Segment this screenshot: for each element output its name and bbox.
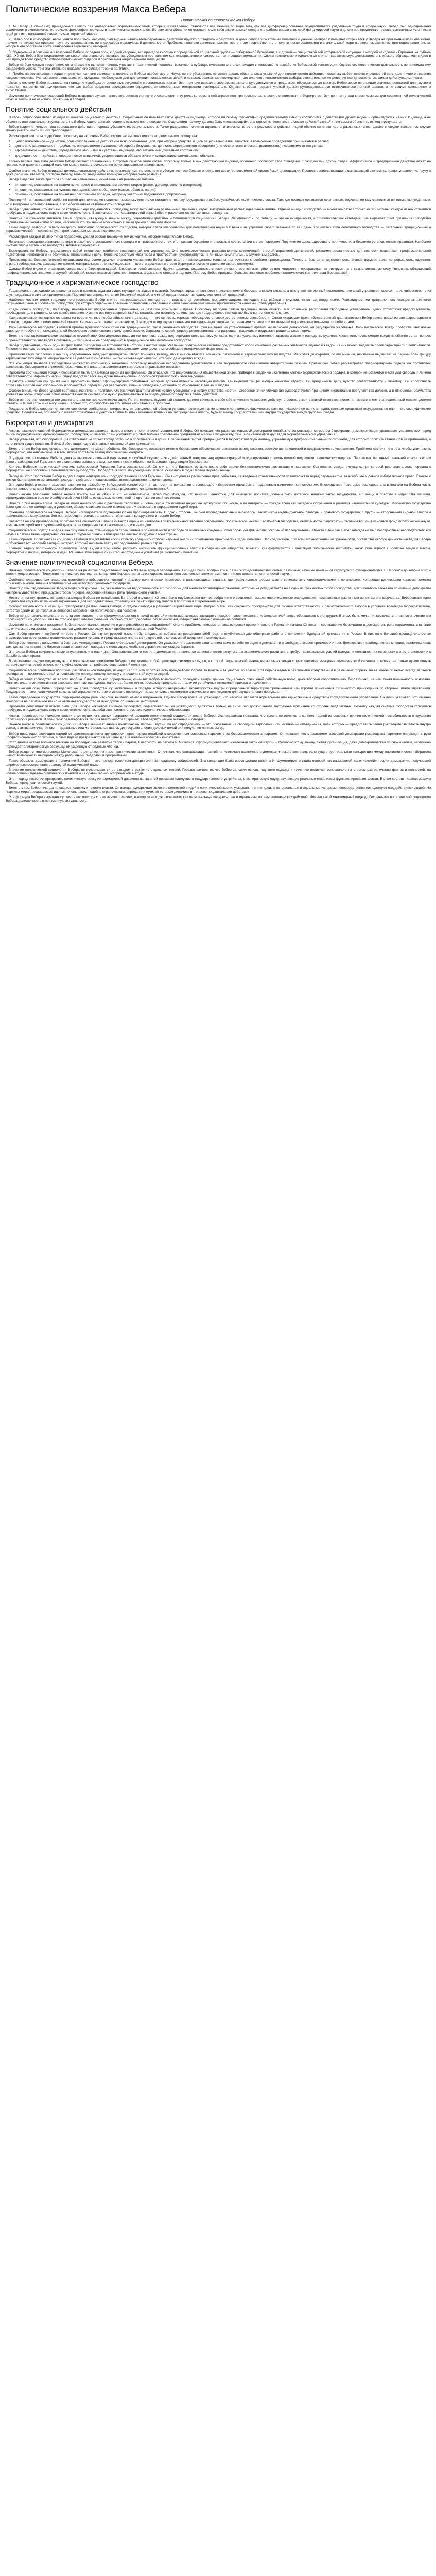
section-paragraphs bbox=[6, 198, 431, 275]
paragraph: 3. Содержание политических воззрений Вебера определялось, с одной стороны, его принадлежностью к определенной социальной группе — либеральной буржуазии, а с другой — спецификой той исторической ситуации, в которой находилась Германия на рубеже XIX—XX вв. Вебер был сторонником сильного национального государства, убежденным противником как консервативного юнкерства, так и социал-демократии. Своим политическим идеалом он считал парламентскую демократию английского образца, хотя видел в ней прежде всего средство отбора политических лидеров и обеспечения национального могущества. bbox=[6, 50, 431, 62]
paragraph: Традиционное господство основано на вере в святость издавна существующих порядков и властей. Господин здесь не является «начальником» в бюрократическом смысле, а выступает как личный повелитель; его штаб управления состоит не из чиновников, а из слуг, подданных и личных приверженцев. Подчинение определяется не безличной нормой, а личной преданностью господину, освященной традицией. bbox=[6, 289, 431, 297]
paragraph: Эту функцию, по мнению Вебера, должен выполнять сильный парламент, способный осуществлять действенный контроль над администрацией и одновременно служить школой подготовки политических лидеров. Парламент, лишенный реальной власти, как это было в кайзеровской Германии, не в состоянии выдвинуть крупных политиков и обречен на бессилие перед лицом бюрократии. bbox=[6, 456, 431, 464]
page-title: Политические воззрения Макса Вебера bbox=[6, 4, 186, 15]
paragraph: Вместе с тем Вебер никогда не сводил политику к технике власти. Он всегда подчеркивал значение ценностей и идей в политической жизни, указывая, что «не идеи, а материальные и идеальные интересы непосредственно господствуют над действиями людей. Но “картины мира”, создаваемые идеями, очень часто, подобно стрелочникам, определяли пути, по которым динамика интересов продвигала эти действия». bbox=[6, 786, 431, 794]
paragraph: Такой подход позволил Веберу построить типологию политического господства, которая стала классической для политической науки XX века и не утратила своего значения по сей день. Три чистых типа легитимного господства — легальный, традиционный и харизматический — соответствуют трем основным мотивам подчинения. bbox=[6, 226, 431, 233]
paragraph: Вебер не дал окончательного ответа на этот вопрос, но он сформулировал его с такой остротой и ясностью, которые заставляют каждое новое поколение исследователей вновь обращаться к его трудам. В этом, быть может, и заключается главное значение его политической социологии: она не столько дает готовые решения, сколько ставит проблемы, без осмысления которых невозможно понимание политики. bbox=[6, 614, 431, 622]
paragraph: Таким образом, демократия в понимании Вебера — это прежде всего конкуренция элит за поддержку избирателей. Эта концепция была впоследствии развита Й. Шумпетером и стала основой так называемой «элитистской» теории демократии, получившей широкое распространение в западной политической науке. bbox=[6, 759, 431, 767]
paragraph: Особенно плодотворным оказалось применение веберовских понятий к анализу политических процессов в развивающихся странах, где традиционные формы власти сочетаются с харизматическими и легальными. Концепция рутинизации харизмы помогла объяснить многие явления политической жизни постколониальных государств. bbox=[6, 578, 431, 585]
list-item-number: 4. bbox=[9, 154, 12, 158]
paragraph: Эти идеи Вебера оказали заметное влияние на разработку Веймарской конституции, в частности на положения о всенародно избираемом президенте, наделенном широкими полномочиями. Впоследствии некоторые исследователи возлагали на Вебера часть ответственности за крах Веймарской республики, однако такая оценка представляется односторонней. bbox=[6, 483, 431, 491]
bullet-icon bbox=[9, 183, 10, 187]
paragraph: Вебер сомневался в возможности быстрого утверждения в России либеральной демократии. Он указывал, что развитие капитализма само по себе не ведет к демократии и свободе, а скорее противоречит им. Демократия и свобода, по его мнению, возможны лишь там, где за них постоянно борется решительная воля народа, не желающего, чтобы им управляли как стадом баранов. bbox=[6, 641, 431, 649]
paragraph: Вебер проследил эволюцию партий от аристократических группировок через партии нотаблей к современным массовым партиям с их бюрократическим аппаратом. Он показал, что с развитием массовой демократии руководство партиями переходит в руки профессиональных политиков, а сами партии превращаются в машины для завоевания голосов избирателей. bbox=[6, 732, 431, 740]
paragraph: Важное место в политической социологии Вебера занимает анализ политических партий. Партии, по его определению, — это основанные на свободном вербовании общественные объединения, цель которых — предоставить своим руководителям власть внутри союза, а активным участникам — идеальные или материальные шансы для осуществления деловых целей или получения личных выгод. bbox=[6, 723, 431, 731]
paragraph: Однако Вебер видел и опасности, связанные с бюрократизацией. Бюрократический аппарат, будучи однажды созданным, стремится стать неуязвимым, уйти из-под контроля и превратиться из инструмента в самостоятельную силу. Чиновник, обладающий профессиональным знанием и служебной тайной, может оказаться сильнее политика, формально стоящего над ним. Поэтому Вебер придавал большое значение проблеме политического контроля над бюрократией. bbox=[6, 267, 431, 275]
section-bureaucracy bbox=[6, 418, 431, 554]
section-heading: Традиционное и харизматическое господство bbox=[6, 278, 159, 287]
list-item bbox=[6, 144, 431, 148]
paragraph: Критика Вебером политической системы кайзеровской Германии была весьма острой. Он считал, что Бисмарк, оставив после себя нацию без политического воспитания и парламент без власти, создал ситуацию, при которой реальная власть перешла к бюрократии, не способной к политическому руководству. Последствия этого, по убеждению Вебера, сказались в годы Первой мировой войны. bbox=[6, 465, 431, 473]
list-item bbox=[6, 193, 431, 196]
paragraph: Вебер не противопоставлял эти два типа этики как взаимоисключающие. По его мнению, подлинный политик должен сочетать в себе обе этические установки: действуя в соответствии с этикой ответственности, он вместе с тем в определенный момент должен сказать: «На том стою и не могу иначе». Только тот, кто способен на это, имеет «призвание» к политике. bbox=[6, 398, 431, 405]
paragraph: Традиционное господство, по Веберу, накладывает определенные ограничения на развитие экономики и права. Поскольку господин связан традицией лишь отчасти, а в остальном располагает свободным усмотрением, здесь отсутствует предсказуемость, необходимая для рационального хозяйствования. Именно поэтому современный капитализм мог возникнуть лишь там, где традиционное господство было вытеснено легальным. bbox=[6, 307, 431, 315]
paragraph: Сам Вебер проявлял глубокий интерес к России. Он изучил русский язык, чтобы следить за событиями революции 1905 года, и опубликовал две обширные работы о положении буржуазной демократии в России. В них он с большой проницательностью анализировал перспективы политического развития страны и предсказывал многие из трудностей, с которыми ей предстояло столкнуться. bbox=[6, 632, 431, 640]
paragraph: Анализ взаимоотношений бюрократии и демократии занимает важное место в политической социологии Вебера. Он показал, что развитие массовой демократии неизбежно сопровождается ростом бюрократии: демократизация уравнивает управляемых перед лицом бюрократически организованного господства, но вместе с тем усиливает его. Чем больше требований предъявляют массы к государству, тем шире становится круг задач бюрократического управления. bbox=[6, 429, 431, 437]
paragraph: Такое определение государства, подчеркивающее роль насилия, вызвало немало возражений. Однако Вебер вовсе не утверждал, что насилие является нормальным или единственным средством государственного управления. Он лишь указывал, что именно монополия на легитимное насилие отличает государство от всех других социальных институтов. bbox=[6, 696, 431, 703]
list-item bbox=[6, 183, 431, 187]
paragraph: Особую актуальность в наши дни приобретают размышления Вебера о судьбе свободы в рационализированном мире. Вопрос о том, как сохранить пространство для личной ответственности и самостоятельного выбора в условиях всеобщей бюрократизации, остается одним из центральных вопросов современной политической философии. bbox=[6, 605, 431, 613]
section-paragraphs bbox=[6, 116, 431, 138]
paragraph: Вебер подчеркивал, что ни один из трех типов господства не встречается в истории в чистом виде. Реальные политические системы представляют собой сочетание различных элементов, однако в каждой из них можно выделить преобладающий тип легитимности. Типология господства служит, таким образом, инструментом анализа, позволяющим упорядочить многообразие исторических форм власти. bbox=[6, 344, 431, 351]
list-item-text: ценностно-рациональное — действие, определяемое сознательной верой в безусловную ценность определенного поведения (этического, эстетического, религиозного) независимо от его успеха; bbox=[15, 144, 324, 148]
paragraph: Бюрократия, по Веберу, представляет собой технически наиболее совершенный тип управления. Она отличается четким разграничением компетенций, строгой иерархией должностей, регламентированностью деятельности правилами, профессиональной подготовкой чиновников и их безличным отношением к делу. Чиновник действует «без гнева и пристрастия», руководствуясь не личными симпатиями, а служебным долгом. bbox=[6, 249, 431, 257]
paragraph: Вебер указывал, что бюрократизация охватывает не только государство, но и политические партии. Современная партия превращается в бюрократическую машину, управляемую профессиональными политиками, для которых политика становится не призванием, а источником существования. В этом Вебер видел одну из главных опасностей для демократии. bbox=[6, 438, 431, 446]
paragraph: Несмотря на эти противоречия, политическая социология Вебера остается одним из наиболее влиятельных направлений современной политической мысли. Его понятия господства, легитимности, бюрократии, харизмы вошли в основной фонд политической науки, а его анализ проблем современной демократии сохраняет свою актуальность и в наши дни. bbox=[6, 519, 431, 527]
paragraph: Харизматическое господство основано на вере в личные необычайные качества вождя — его святость, героизм, образцовость, сверхъестественные способности. Слово «харизма» (греч. «божественный дар, милость») Вебер заимствовал из раннехристианского словаря, придав ему социологический смысл. Харизма — это качество личности, благодаря которому ее оценивают как одаренную сверхъестественными силами или по меньшей мере исключительными способностями. bbox=[6, 316, 431, 324]
paragraph: Изучение политических воззрений Вебера позволяет лучше понять внутреннюю логику его социологии и ту роль, которую в ней играют понятия господства, власти, легитимности и бюрократии. Эти понятия стали классическими для современной политической науки и вошли в ее основной понятийный аппарат. bbox=[6, 94, 431, 102]
paragraph: Вместе с тем харизматическое господство неустойчиво. Оно держится лишь до тех пор, пока вождь подтверждает свою харизму успехом; если же удача ему изменяет, харизма угасает и господство рушится. Кроме того, после смерти вождя неизбежно встает вопрос о преемственности, что ведет к рутинизации харизмы — ее превращению в традиционное или легальное господство. bbox=[6, 334, 431, 342]
paragraph: Таким образом, политическая социология Вебера представляет собой попытку соединить строгий научный анализ с пониманием практических задач политики. Это соединение, при всей его внутренней напряженности, составляет особую ценность наследия Вебера и объясняет тот неослабевающий интерес, который оно вызывает у исследователей разных стран. bbox=[6, 537, 431, 546]
intro-section bbox=[6, 25, 431, 101]
paragraph: Вебер подчеркивал, что мотивы, по которым люди подчиняются господству, могут быть весьма различными: привычка, страх, материальный расчет, идеальные мотивы. Однако ни одно господство не может опираться только на эти мотивы: каждое из них стремится пробудить и поддерживать веру в свою легитимность. В зависимости от характера этой веры Вебер и различает основные типы господства. bbox=[6, 207, 431, 215]
paragraph: Вебер выделяет четыре типа социального действия в порядке убывания их рациональности. Такое разделение является идеально-типическим, то есть в реальности действия людей обычно сочетают черты различных типов, однако в каждом конкретном случае можно указать, какой из них преобладает. bbox=[6, 125, 431, 133]
paragraph: Проблема соотношения вождя и бюрократии была для Вебера одной из центральных. Он опасался, что рационализация общественной жизни приведет к созданию «железной клетки» бюрократического порядка, в которой не останется места для свободы и личной ответственности. Харизматический лидер представлялся ему единственной силой, способной противостоять этой тенденции. bbox=[6, 370, 431, 379]
list-item-number: 1. bbox=[9, 139, 12, 143]
paragraph: Проблема легитимности власти была для Вебера ключевой. Никакое господство, подчеркивал он, не может долго держаться только на силе: оно должно найти внутреннее признание со стороны подвластных. Поэтому каждая система господства стремится пробудить и поддерживать веру в свою легитимность, вырабатывая соответствующие идеологические обоснования. bbox=[6, 704, 431, 713]
paragraph: Эта концепция вызвала впоследствии множество критических замечаний, поскольку некоторые исследователи усматривали в ней теоретическое обоснование авторитарного режима. Однако сам Вебер рассматривал плебисцитарного лидера как противовес всевластию бюрократии и стремился ограничить его власть парламентским контролем и правовыми нормами. bbox=[6, 362, 431, 369]
section-heading: Бюрократия и демократия bbox=[6, 418, 94, 427]
paragraph: Вместе с тем национализм Вебера не имел ничего общего с расовыми теориями и шовинизмом. Он понимал нацию как культурную общность, а ее интересы — прежде всего как интересы сохранения и развития национальной культуры. Могущество государства было для него не самоцелью, а условием, обеспечивающим нации возможность участвовать в определении судеб мира. bbox=[6, 501, 431, 509]
paragraph: Только первые два типа действия Вебер считает социальными в строгом смысле этого слова, поскольку только в них действующий индивид осознанно соотносит свое поведение с ожиданиями других людей. Аффективное и традиционное действие лежат на границе или даже за границей того, что можно назвать осмысленно ориентированным поведением. bbox=[6, 160, 431, 167]
paragraph: Анализ процессов легитимации власти стал одним из главных направлений развития политической социологии после Вебера. Исследователи показали, что кризис легитимности является одной из основных причин политической нестабильности и крушения политических режимов. В этом смысле веберовская теория легитимности сохраняет свое эвристическое значение и сегодня. bbox=[6, 714, 431, 721]
closing-section bbox=[6, 669, 431, 803]
paragraph: Вместе с тем ряд положений Вебера подвергся критике. Так, указывалось на недостаточность его типологии для анализа тоталитарных режимов, которые не укладываются ни в один из трех чистых типов господства. Критиковалось также его понимание демократии как преимущественно процедуры отбора лидеров, недооценивающее роль гражданского участия. bbox=[6, 587, 431, 595]
paragraph: Вебер разделял многие выводы Михельса, но делал из них иные практические заключения. Он считал, что олигархизация партий не исключает возможности демократического контроля, если существует реальная конкуренция между партиями и если избиратели имеют возможность выбирать между различными лидерами и программами. bbox=[6, 750, 431, 758]
paragraph: Государство Вебер определяет как человеческое сообщество, которое внутри определенной области успешно претендует на монополию легитимного физического насилия. Насилие не является единственным средством государства, но оно — его специфическое средство. Политика же, по Веберу, означает стремление к участию во власти или к оказанию влияния на распределение власти, будь то между государствами или внутри государства между группами людей. bbox=[6, 407, 431, 415]
paragraph: Легальное господство основано на вере в законность установленного порядка и в правомочность тех, кто призван осуществлять власть в соответствии с этим порядком. Подчинение здесь адресовано не личности, а безлично установленным правилам. Наиболее чистым типом легального господства является бюрократия. bbox=[6, 240, 431, 248]
paragraph: Харизматическое господство является прямой противоположностью как традиционного, так и легального господства. Оно не знает ни установленных правил, ни иерархии должностей, ни регулярного жалованья. Харизматический вождь провозглашает новые заповеди и требует от последователей безусловного повиновения в силу своей миссии. Харизма по своей природе революционна: она разрушает традицию и подрывает рациональные нормы. bbox=[6, 325, 431, 333]
paragraph: Понятие легитимности является, таким образом, связующим звеном между социологией действия и политической социологией Вебера. Легитимность, по Веберу, — это не юридическая, а социологическая категория: она выражает факт признания господства подвластными, независимо от того, насколько это признание обосновано с точки зрения права или морали. bbox=[6, 216, 431, 224]
bullet-icon bbox=[9, 188, 10, 192]
list-item bbox=[6, 149, 431, 152]
list-item-number: 2. bbox=[9, 144, 12, 148]
paragraph: Вебер не был чистым теоретиком: он многократно пытался принять участие в практической политике, выступал с публицистическими статьями, входил в комиссию по выработке Веймарской конституции. Однако его политическая деятельность не принесла ему ожидаемого успеха; тем значительнее оказался его вклад в теорию политики. bbox=[6, 63, 431, 71]
section-paragraphs bbox=[6, 289, 431, 414]
paragraph: Значение политической социологии Вебера не исчерпывается ее вкладом в развитие отдельных теорий. Гораздо важнее то, что Вебер заложил основы научного подхода к изучению политики, основанного на строгом разграничении фактов и ценностей, на использовании идеально-типических понятий и на сравнительно-историческом методе. bbox=[6, 768, 431, 776]
section-domination bbox=[6, 278, 431, 414]
paragraph: Изучение политических воззрений Вебера имеет важное значение и для российских исследователей. Многие проблемы, которые он анализировал применительно к Германии начала XX века — соотношение бюрократии и демократии, роль парламента, значение политического лидерства, — оказываются удивительно созвучными проблемам современной России. bbox=[6, 623, 431, 631]
section-heading: Значение политической социологии Вебера bbox=[6, 558, 153, 567]
paragraph: Политические воззрения Вебера нельзя понять вне их связи с его национализмом. Вебер был убежден, что высшей ценностью для немецкого политика должны быть интересы национального государства, его мощь и престиж в мире. Эта позиция, сформулированная еще во Фрайбургской речи 1895 г., оставалась неизменной на протяжении всей его жизни. bbox=[6, 492, 431, 500]
relations-list bbox=[6, 183, 431, 197]
section-social-action bbox=[6, 105, 431, 275]
paragraph: Этот подход позволил превратить политическую науку из нормативной дисциплины, занятой поисками наилучшего государственного устройства, в эмпирическую науку, изучающую реальные механизмы функционирования власти. В этом состоит главная заслуга Вебера перед политической наукой. bbox=[6, 777, 431, 785]
paragraph: Особое внимание Вебер уделял соотношению этики и политики. Он различал два типа этики: «этику убеждения» и «этику ответственности». Сторонник этики убеждения руководствуется принципом «христианин поступает как должно, а в отношении результата уповает на Бога»; сторонник этики ответственности считает, что нужно расплачиваться за предвидимые последствия своих действий. bbox=[6, 388, 431, 397]
paragraph: Оценивая политическое наследие Вебера, исследователи подчеркивают его противоречивость. С одной стороны, он был последовательным либералом, защитником индивидуальной свободы и правового государства; с другой — сторонником сильной власти и национального могущества. Эти противоречия отражают сложность той эпохи, в которую жил и творил Вебер. bbox=[6, 511, 431, 518]
paragraph: Эта формула Вебера выражает сущность его подхода к пониманию политики, в котором находят свое место как материальные интересы, так и идеальные мотивы человеческих действий. Именно такой многомерный подход обеспечивает политической социологии Вебера долговечность и неизменную актуальность. bbox=[6, 795, 431, 803]
paragraph: Главную задачу политической социологии Вебер видел в том, чтобы раскрыть механизмы функционирования власти в современном обществе, показать, как формируются и действуют политические институты, какую роль играют в политике вожди и массы, бюрократия и партии, интересы и идеи. Решение этой задачи он считал необходимым условием рациональной политики. bbox=[6, 547, 431, 554]
paragraph: Рассмотрим эти типы подробнее, поскольку на их основе Вебер строит затем свою типологию легитимного господства: bbox=[9, 134, 198, 138]
section-paragraphs bbox=[6, 160, 431, 181]
paragraph: В своей социологии Вебер исходит из понятия социального действия. Социальным он называет такое действие индивида, которое по своему субъективно предполагаемому смыслу соотносится с действиями других людей и ориентируется на них. Индивид, а не общество или социальная группа, есть, по Веберу, единственный носитель осмысленного поведения. Социология поэтому должна быть «понимающей»: она стремится истолковать смысл действий людей и тем самым объяснить их ход и результаты. bbox=[6, 116, 431, 124]
paragraph: Наиболее чистым типом традиционного господства Вебер считает патриархальное господство — власть отца семейства над домочадцами, господина над рабами и слугами, князя над подданными. Разновидностями традиционного господства являются патримониальное и сословное господство, при которых отдельные властные полномочия и связанные с ними экономические шансы присваиваются членами штаба управления. bbox=[6, 298, 431, 306]
action-types-list bbox=[6, 140, 431, 158]
paragraph: Применяя свою типологию к анализу современных западных демократий, Вебер пришел к выводу, что в них сочетаются элементы легального и харизматического господства. Массовая демократия, по его мнению, неизбежно выдвигает на первый план фигуру харизматического лидера, опирающегося на доверие избирателей, — так называемую «плебисцитарную демократию вождя». bbox=[6, 352, 431, 360]
paragraph: Политический союз Вебер определяет как союз господства, существование и порядок которого непрерывно гарантируются внутри определенной территории применением или угрозой применения физического принуждения со стороны штаба управления. Государство — это политический союз, штаб управления которого успешно претендует на монополию легитимного физического принуждения для осуществления порядков. bbox=[6, 686, 431, 694]
paragraph: 1. М. Вебер (1864—1920) принадлежит к числу тех универсально образованных умов, которых, к сожалению, становится все меньше по мере того, как все дифференцированнее осуществляется разделение труда в сфере науки. Вебер был одновременно социологом и экономистом, историком, философом, юристом и политическим мыслителем. Во всех этих областях он оставил после себя значительный след, а его работы вошли в золотой фонд мировой науки и до сих пор продолжают оставаться важным источником идей для исследователей самых разных отраслей знания. bbox=[6, 25, 431, 36]
paragraph: В заключение следует подчеркнуть, что политическая социология Вебера представляет собой целостную систему взглядов, в которой теоретический анализ неразрывно связан с практическими выводами. Изучение этой системы позволяет не только лучше понять историю политической мысли, но и глубже осмыслить проблемы современной политики. bbox=[6, 659, 431, 667]
list-item-text: отношения, основанные на взаимном интересе и рациональном расчете сторон (рынок, договор, союз по интересам); bbox=[15, 183, 202, 187]
paragraph: В работе «Политика как призвание и профессия» Вебер сформулировал требования, которым должен отвечать настоящий политик. Он выделил три решающих качества: страсть, т.е. преданность делу, чувство ответственности и глазомер, т.е. способность сохранять внутреннюю собранность и спокойствие перед лицом реальности, умение соблюдать дистанцию по отношению к вещам и людям. bbox=[6, 380, 431, 387]
paragraph: 2. Вебер рос в атмосфере, насыщенной политикой: его отец был видным национал-либеральным депутатом прусского ландтага и рейхстага, в доме собирались крупные политики и ученые. Интерес к политике сохранялся у Вебера на протяжении всей его жизни, причем не только как предмет научного исследования, но и как сфера практической деятельности. Проблемы политики занимают важное место в его творчестве, и его политическая социология в значительной мере является выражением того социального опыта, которым его обогатила эпоха становления Германской империи. bbox=[6, 37, 431, 49]
paragraph: Социологическое понимание политики, разработанное Вебером, исходит из того, что политика есть прежде всего борьба за власть и за участие во власти. Эта борьба ведется различными средствами и в различных формах, но ее конечной целью всегда является господство — возможность найти повиновение определенному приказу у определенной группы людей. bbox=[6, 668, 431, 676]
list-item bbox=[6, 188, 431, 192]
list-item-text: аффективное — действие, определяемое эмоциями и чувствами индивида, его актуальным душевным состоянием; bbox=[15, 149, 200, 153]
section-paragraphs bbox=[6, 569, 431, 667]
closing-paragraphs bbox=[6, 669, 431, 803]
paragraph: Именно поэтому Вебер настаивал на принципе «свободы от оценочных суждений» в социальных науках. Этот принцип вызвал в свое время оживленную дискуссию и продолжает обсуждаться до сих пор. Вебер вовсе не отрицал значения ценностей для научного познания: напротив, он подчеркивал, что сам выбор предмета исследования определяется ценностными интересами исследователя. Однако, отобрав предмет, ученый должен руководствоваться исключительно логикой фактов, а не своими симпатиями и антипатиями. bbox=[6, 81, 431, 93]
paragraph: 4. Проблема соотношения теории и практики политики занимает в творчестве Вебера особое место. Наука, по его убеждению, не может давать обязательных указаний для политического действия, поскольку выбор конечных ценностей есть дело личного решения каждого человека. Ученый может лишь выяснить средства, необходимые для достижения поставленных целей, и показать возможные последствия того или иного политического выбора; окончательное же решение всегда остается за самим действующим лицом. bbox=[6, 72, 431, 80]
paragraph: Выход из этого положения Вебер видел в парламентаризации государственного строя Германии. Он выступал за расширение прав рейхстага, за введение ответственности правительства перед парламентом, за всеобщее и равное избирательное право. Вместе с тем он был сторонником сильной президентской власти, опирающейся непосредственно на волю народа. bbox=[6, 474, 431, 482]
paragraph: Вместе с тем Вебер подчеркивал, что демократия не может обойтись без бюрократии, поскольку именно бюрократия обеспечивает равенство перед законом, исключение привилегий и предсказуемость управления. Проблема состоит не в том, чтобы уничтожить бюрократию, что невозможно, а в том, чтобы поставить ее под политический контроль. bbox=[6, 447, 431, 455]
page-subtitle: Политическая социология Макса Вебера bbox=[181, 18, 256, 22]
paragraph: Этот анализ оказал большое влияние на последующее развитие теории партий, в частности на работы Р. Михельса, сформулировавшего «железный закон олигархии». Согласно этому закону, любая организация, даже демократическая по своим целям, неизбежно порождает олигархическую верхушку, отчужденную от рядовых членов. bbox=[6, 741, 431, 749]
paragraph: Последний тип отношений особенно важен для понимания политики, поскольку именно он составляет основу государства и любого устойчивого политического союза. Там, где порядок признается легитимным, подчинение ему становится не только вынужденным, но и внутренне мотивированным, а это обеспечивает стабильность господства. bbox=[6, 198, 431, 206]
list-item-text: отношения, основанные на признании легитимного порядка, которому участники подчиняются добровольно. bbox=[15, 193, 187, 197]
list-item bbox=[6, 154, 431, 158]
list-item-text: отношения, основанные на чувстве принадлежности к общности (семья, община, нация); bbox=[15, 188, 156, 192]
bullet-icon bbox=[9, 193, 10, 196]
section-legacy bbox=[6, 558, 431, 667]
intro-paragraphs bbox=[6, 25, 431, 101]
list-item-number: 3. bbox=[9, 149, 12, 153]
paragraph: Вебер отличал господство от власти вообще. Власть, по его определению, означает любую возможность проводить внутри данных социальных отношений собственную волю, даже вопреки сопротивлению, безразлично, на чем такая возможность основана. Понятие власти социологически аморфно; понятие господства, напротив, более точно, поскольку предполагает наличие устойчивых отношений приказа и подчинения. bbox=[6, 677, 431, 685]
paragraph: Социологический подход Вебера к анализу политики, отличающийся стремлением к объективности и свободе от оценочных суждений, стал образцом для многих поколений исследователей. Вместе с тем сам Вебер никогда не был бесстрастным наблюдателем: его научная работа была неразрывно связана с глубокой личной заинтересованностью в судьбах своей страны. bbox=[6, 529, 431, 536]
paragraph: Рассмотрим каждый из этих типов подробнее, уделяя особое внимание тем их чертам, которые выделял сам Вебер. bbox=[9, 234, 194, 239]
paragraph: Эти слова Вебера сохраняют свою актуальность и в наши дни. Они напоминают о том, что демократия не является автоматическим результатом экономического развития, а требует сознательных усилий граждан и политиков, их готовности к ответственности и к борьбе за свои права. bbox=[6, 650, 431, 658]
list-item-text: традиционное — действие, определяемое привычкой, укоренившимся образом жизни и следованием сложившимся обычаям. bbox=[15, 154, 216, 158]
section-heading: Понятие социального действия bbox=[6, 105, 112, 114]
paragraph: Особое значение Вебер придавал целерациональному действию, поскольку именно оно, по его убеждению, все больше определяет характер современной европейской цивилизации. Процесс рационализации, охватывающий экономику, право, управление, науку и даже религию, является, согласно Веберу, главной тенденцией всемирно-исторического развития. bbox=[6, 168, 431, 176]
list-item bbox=[6, 140, 431, 143]
paragraph: Превосходство бюрократической организации над всеми другими формами управления Вебер сравнивал с превосходством машины над ручными способами производства. Точность, быстрота, однозначность, знание документации, непрерывность, единство, строгая субординация, сокращение трений, материальных и личных издержек — все это достигает в строго бюрократическом управлении своего оптимума. bbox=[6, 258, 431, 266]
list-item-text: целерациональное — действие, ориентированное на достижение ясно осознанной цели, при котором средства и цель рационально взвешиваются, а возможные последствия принимаются в расчет; bbox=[15, 139, 329, 143]
paragraph: Влияние политической социологии Вебера на развитие общественных наук в XX веке трудно переоценить. Его идеи были восприняты и развиты представителями самых различных научных школ — от структурного функционализма Т. Парсонса до теории элит и теории модернизации. Типология легитимного господства, концепция бюрократии, анализ харизмы стали неотъемлемыми элементами понятийного аппарата политической науки. bbox=[6, 569, 431, 577]
paragraph: Вебер выделяет также три типа социальных отношений, основанных на различных мотивах: bbox=[9, 178, 156, 182]
section-paragraphs bbox=[6, 429, 431, 554]
paragraph: Несмотря на эту критику, интерес к наследию Вебера не ослабевает. Во второй половине XX века было опубликовано полное собрание его сочинений, вышли многочисленные исследования, посвященные различным аспектам его творчества. Веберовские идеи продолжают служить источником вдохновения для исследователей, стремящихся понять природу власти и политики в современном мире. bbox=[6, 596, 431, 604]
